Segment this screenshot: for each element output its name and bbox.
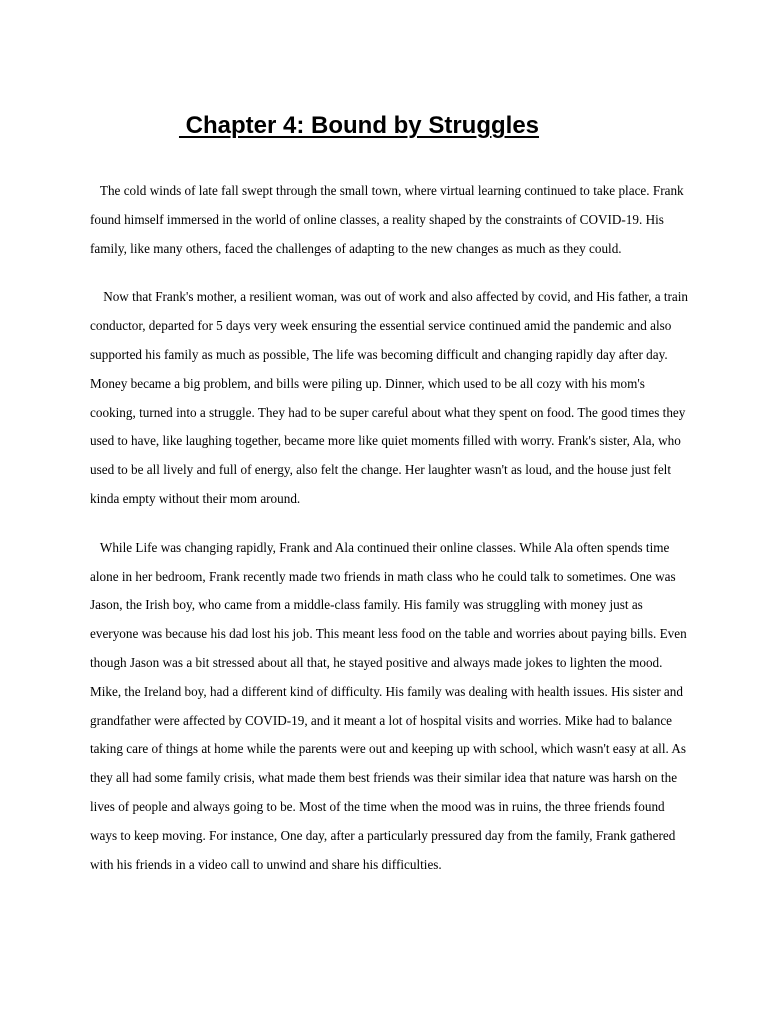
chapter-title: Chapter 4: Bound by Struggles: [178, 112, 540, 139]
paragraph-2: Now that Frank's mother, a resilient woman, was out of work and also affected by covid, and His father, a train conductor, departed for 5 days very week ensuring the essential service continued amid the pandemic and also supported his family as much as possible, The life was becoming difficult and changing rapidly day after day. Money became a big problem, and bills were piling up. Dinner, which used to be all cozy with his mom's cooking, turned into a struggle. They had to be super careful about what they spent on food. The good times they used to have, like laughing together, became more like quiet moments filled with worry. Frank's sister, Ala, who used to be all lively and full of energy, also felt the change. Her laughter wasn't as loud, and the house just felt kinda empty without their mom around.: [90, 289, 692, 506]
paragraph-3: While Life was changing rapidly, Frank and Ala continued their online classes. While Ala often spends time alone in her bedroom, Frank recently made two friends in math class who he could talk to sometimes. One was Jason, the Irish boy, who came from a middle-class family. His family was struggling with money just as everyone was because his dad lost his job. This meant less food on the table and worries about paying bills. Even though Jason was a bit stressed about all that, he stayed positive and always made jokes to lighten the mood. Mike, the Ireland boy, had a different kind of difficulty. His family was dealing with health issues. His sister and grandfather were affected by COVID-19, and it meant a lot of hospital visits and worries. Mike had to balance taking care of things at home while the parents were out and keeping up with school, which wasn't easy at all. As they all had some family crisis, what made them best friends was their similar idea that nature was harsh on the lives of people and always going to be. Most of the time when the mood was in ruins, the three friends found ways to keep moving. For instance, One day, after a particularly pressured day from the family, Frank gathered with his friends in a video call to unwind and share his difficulties.: [90, 539, 691, 872]
chapter-body: [90, 177, 690, 899]
paragraph-1: The cold winds of late fall swept through the small town, where virtual learning continued to take place. Frank found himself immersed in the world of online classes, a reality shaped by the constraints of COVID-19. His family, like many others, faced the challenges of adapting to the new changes as much as they could.: [90, 183, 687, 256]
